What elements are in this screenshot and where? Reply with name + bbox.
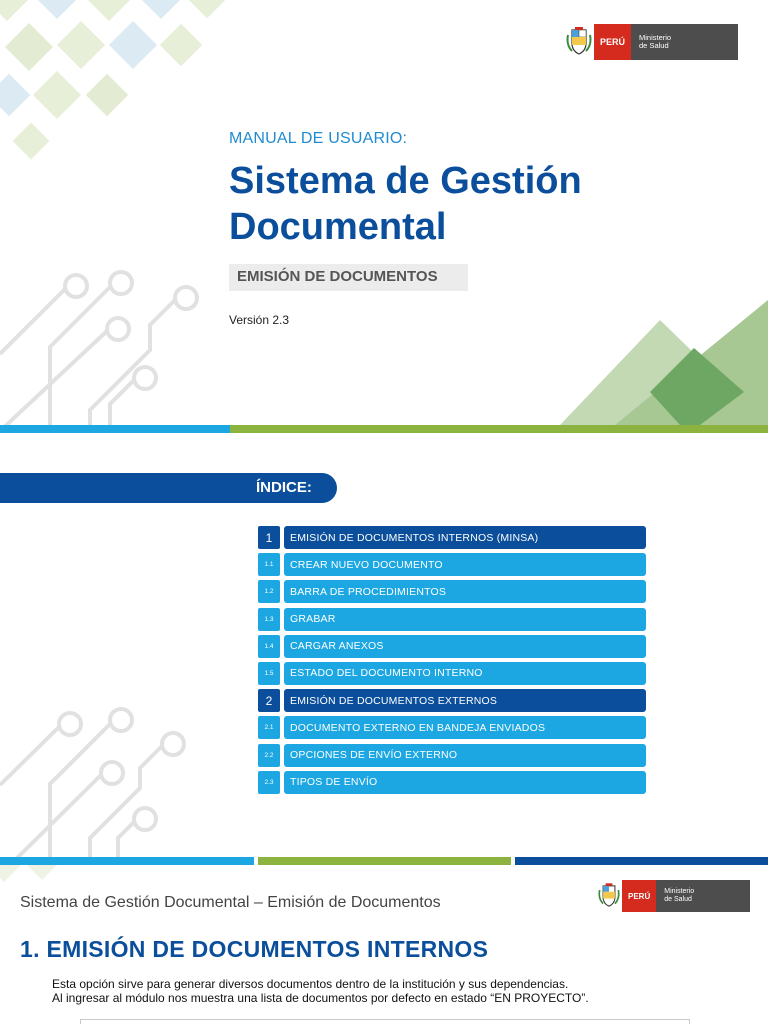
- index-item-label: EMISIÓN DE DOCUMENTOS INTERNOS (MINSA): [284, 526, 646, 549]
- circuit-pattern: [0, 272, 197, 433]
- index-item-number: 1.2: [258, 580, 280, 603]
- body-line-1: Esta opción sirve para generar diversos documentos dentro de la institución y sus dependencias.: [52, 977, 569, 991]
- index-item[interactable]: [258, 608, 646, 631]
- peru-badge-small: PERÚ: [622, 880, 656, 912]
- index-item-label: CARGAR ANEXOS: [284, 635, 646, 658]
- index-page: [0, 433, 768, 865]
- cover-page: [0, 0, 768, 433]
- index-item-number: 1.4: [258, 635, 280, 658]
- index-item[interactable]: [258, 553, 646, 576]
- index-item-label: ESTADO DEL DOCUMENTO INTERNO: [284, 662, 646, 685]
- index-item-number: 1.5: [258, 662, 280, 685]
- page-header: Sistema de Gestión Documental – Emisión de Documentos: [20, 894, 441, 911]
- index-list: [258, 526, 646, 798]
- title-line-2: Documental: [229, 206, 447, 248]
- ministry-label: [631, 24, 738, 60]
- manual-label: MANUAL DE USUARIO:: [229, 130, 408, 147]
- stripe-green: [230, 425, 768, 433]
- index-stripe-dark-blue: [515, 857, 768, 865]
- index-item[interactable]: [258, 526, 646, 549]
- index-item[interactable]: [258, 635, 646, 658]
- section-body: [52, 977, 589, 1005]
- index-stripe-green: [258, 857, 511, 865]
- index-item[interactable]: [258, 771, 646, 794]
- index-item-number: 2.2: [258, 744, 280, 767]
- section-label: EMISIÓN DE DOCUMENTOS: [229, 264, 468, 291]
- document-title: [229, 158, 669, 250]
- index-item-number: 2.3: [258, 771, 280, 794]
- index-item-number: 1.3: [258, 608, 280, 631]
- index-item-label: DOCUMENTO EXTERNO EN BANDEJA ENVIADOS: [284, 716, 646, 739]
- index-item-label: EMISIÓN DE DOCUMENTOS EXTERNOS: [284, 689, 646, 712]
- version-label: Versión 2.3: [229, 313, 290, 327]
- index-item-number: 1: [258, 526, 280, 549]
- index-item[interactable]: [258, 662, 646, 685]
- minsa-logo: [564, 24, 738, 60]
- ministry-line-2: de Salud: [639, 41, 669, 50]
- index-item-number: 2: [258, 689, 280, 712]
- index-item-label: OPCIONES DE ENVÍO EXTERNO: [284, 744, 646, 767]
- section-page: [0, 865, 768, 1024]
- ministry-line-2: de Salud: [664, 896, 692, 903]
- peru-coat-of-arms-icon: [564, 24, 594, 60]
- ministry-line-1: Ministerio: [639, 33, 672, 42]
- index-item-number: 1.1: [258, 553, 280, 576]
- index-item-number: 2.1: [258, 716, 280, 739]
- index-item-label: GRABAR: [284, 608, 646, 631]
- index-item[interactable]: [258, 689, 646, 712]
- ministry-label-small: [656, 880, 750, 912]
- ministry-line-1: Ministerio: [664, 888, 695, 895]
- peru-badge: PERÚ: [594, 24, 631, 60]
- cover-title-block: [229, 130, 669, 327]
- body-line-2: Al ingresar al módulo nos muestra una lista de documentos por defecto en estado “EN PROYECTO”.: [52, 991, 589, 1005]
- index-title: ÍNDICE:: [0, 473, 337, 503]
- screenshot-frame-edge: [80, 1019, 690, 1024]
- index-item[interactable]: [258, 580, 646, 603]
- section-heading: 1. EMISIÓN DE DOCUMENTOS INTERNOS: [20, 936, 489, 962]
- stripe-blue: [0, 425, 230, 433]
- index-item-label: CREAR NUEVO DOCUMENTO: [284, 553, 646, 576]
- diamond-pattern: [0, 0, 228, 159]
- title-line-1: Sistema de Gestión: [229, 160, 582, 202]
- index-stripe-blue: [0, 857, 254, 865]
- index-item[interactable]: [258, 744, 646, 767]
- index-item-label: TIPOS DE ENVÍO: [284, 771, 646, 794]
- minsa-logo-small: [596, 880, 750, 912]
- index-item[interactable]: [258, 716, 646, 739]
- index-item-label: BARRA DE PROCEDIMIENTOS: [284, 580, 646, 603]
- peru-coat-of-arms-icon: [596, 880, 622, 912]
